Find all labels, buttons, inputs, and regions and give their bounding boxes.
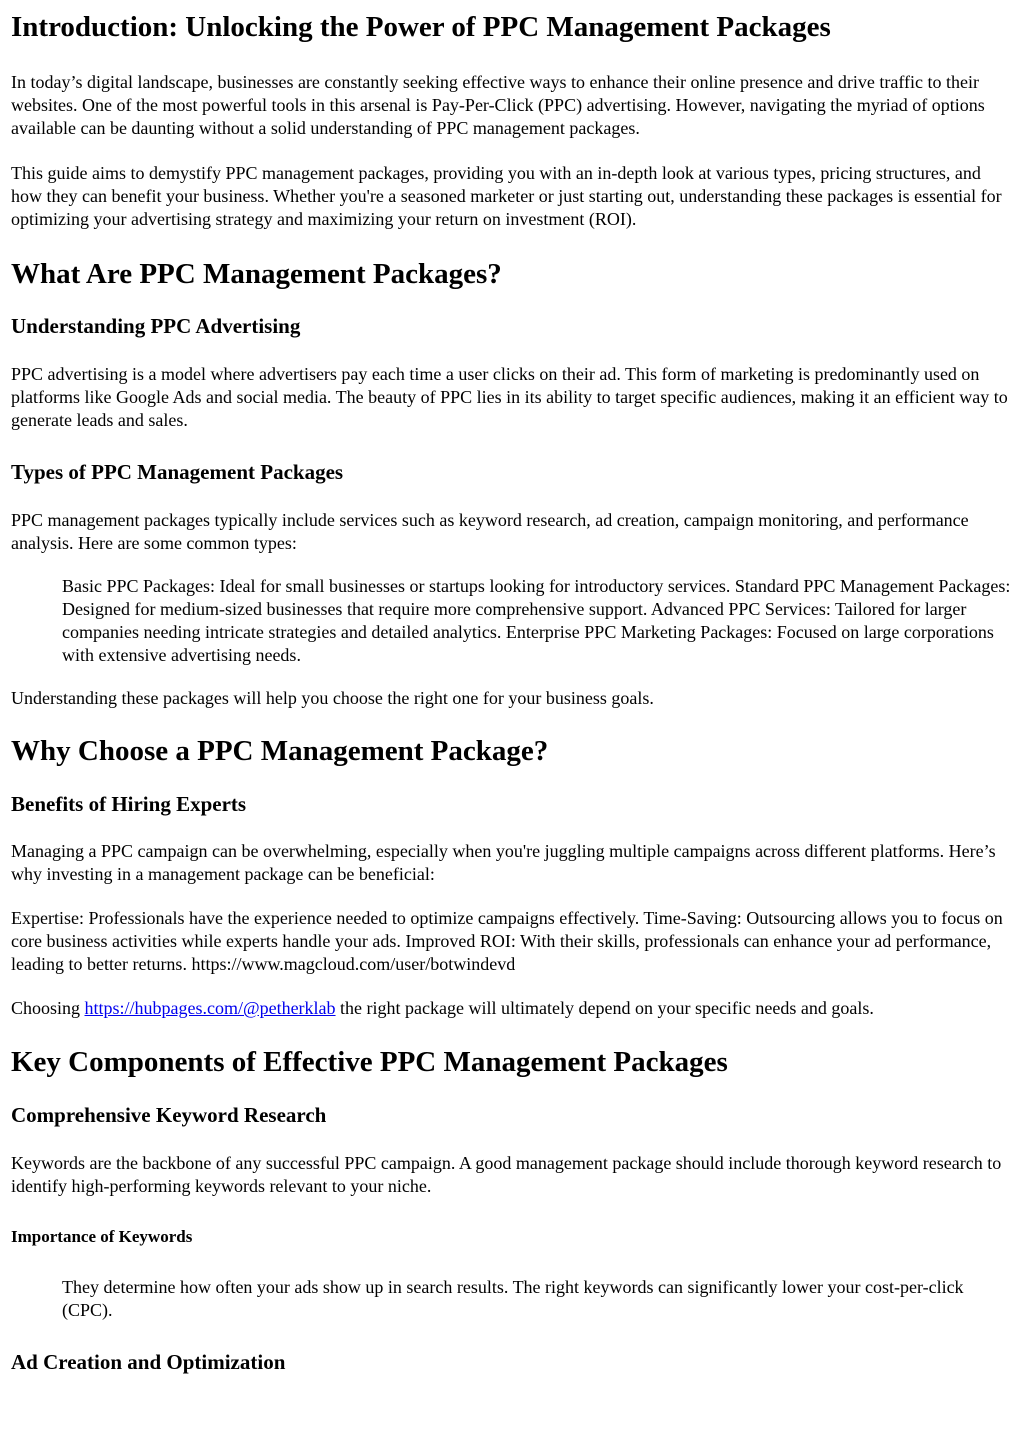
intro-paragraph-2: This guide aims to demystify PPC management packages, providing you with an in-depth look at various types, pricing structures, and how they can benefit your business. Whether you're a seasoned marketer or just starting out, understanding these packages is essential for optimizing your advertising strategy and maximizing your return on investment (ROI). (11, 163, 1002, 229)
why-heading: Why Choose a PPC Management Package? (11, 735, 549, 767)
intro-paragraph-1: In today’s digital landscape, businesses are constantly seeking effective ways to enhance their online presence and drive traffic to their websites. One of the most powerful tools in this arsenal is Pay-Per-Click (PPC) advertising. However, navigating the myriad of options available can be daunting without a solid understanding of PPC management packages. (11, 72, 985, 138)
intro-heading: Introduction: Unlocking the Power of PPC Management Packages (11, 11, 831, 43)
importance-list: They determine how often your ads show up in search results. The right keywords can significantly lower your cost-per-click (CPC). (62, 1277, 964, 1320)
article (0, 10, 1024, 1375)
hubpages-link[interactable]: https://hubpages.com/@petherklab (84, 998, 336, 1018)
understanding-ppc-paragraph: PPC advertising is a model where advertisers pay each time a user clicks on their ad. This form of marketing is predominantly used on platforms like Google Ads and social media. The beauty of PPC lies in its ability to target specific audiences, making it an efficient way to generate leads and sales. (11, 364, 1008, 430)
key-components-heading: Key Components of Effective PPC Management Packages (11, 1046, 728, 1078)
choosing-paragraph (11, 997, 1013, 1020)
benefits-heading: Benefits of Hiring Experts (11, 792, 247, 816)
ad-creation-heading: Ad Creation and Optimization (11, 1350, 286, 1374)
types-heading: Types of PPC Management Packages (11, 460, 344, 484)
types-summary: Understanding these packages will help you choose the right one for your business goals. (11, 688, 654, 708)
benefits-list: Expertise: Professionals have the experience needed to optimize campaigns effectively. Time-Saving: Outsourcing allows you to focus on core business activities while experts handle your ads. Improved ROI: With their skills, professionals can enhance your ad performance, leading to better returns. https://www.magcloud.com/user/botwindevd (11, 908, 1003, 974)
understanding-ppc-heading: Understanding PPC Advertising (11, 314, 301, 338)
benefits-paragraph: Managing a PPC campaign can be overwhelming, especially when you're juggling multiple campaigns across different platforms. Here’s why investing in a management package can be beneficial: (11, 841, 996, 884)
choosing-text-start: Choosing (11, 998, 85, 1018)
what-heading: What Are PPC Management Packages? (11, 258, 502, 290)
package-types-list: Basic PPC Packages: Ideal for small businesses or startups looking for introductory services. Standard PPC Management Packages: Designed for medium-sized businesses that require more comprehensive support. Advanced PPC Services: Tailored for larger companies needing intricate strategies and detailed analytics. Enterprise PPC Marketing Packages: Focused on large corporations with extensive advertising needs. (62, 576, 1011, 665)
keyword-research-heading: Comprehensive Keyword Research (11, 1103, 327, 1127)
keyword-research-paragraph: Keywords are the backbone of any successful PPC campaign. A good management package should include thorough keyword research to identify high-performing keywords relevant to your niche. (11, 1153, 1002, 1196)
choosing-text-end: the right package will ultimately depend on your specific needs and goals. (335, 998, 874, 1018)
importance-heading: Importance of Keywords (11, 1227, 193, 1246)
types-paragraph: PPC management packages typically include services such as keyword research, ad creation, campaign monitoring, and performance analysis. Here are some common types: (11, 510, 969, 553)
